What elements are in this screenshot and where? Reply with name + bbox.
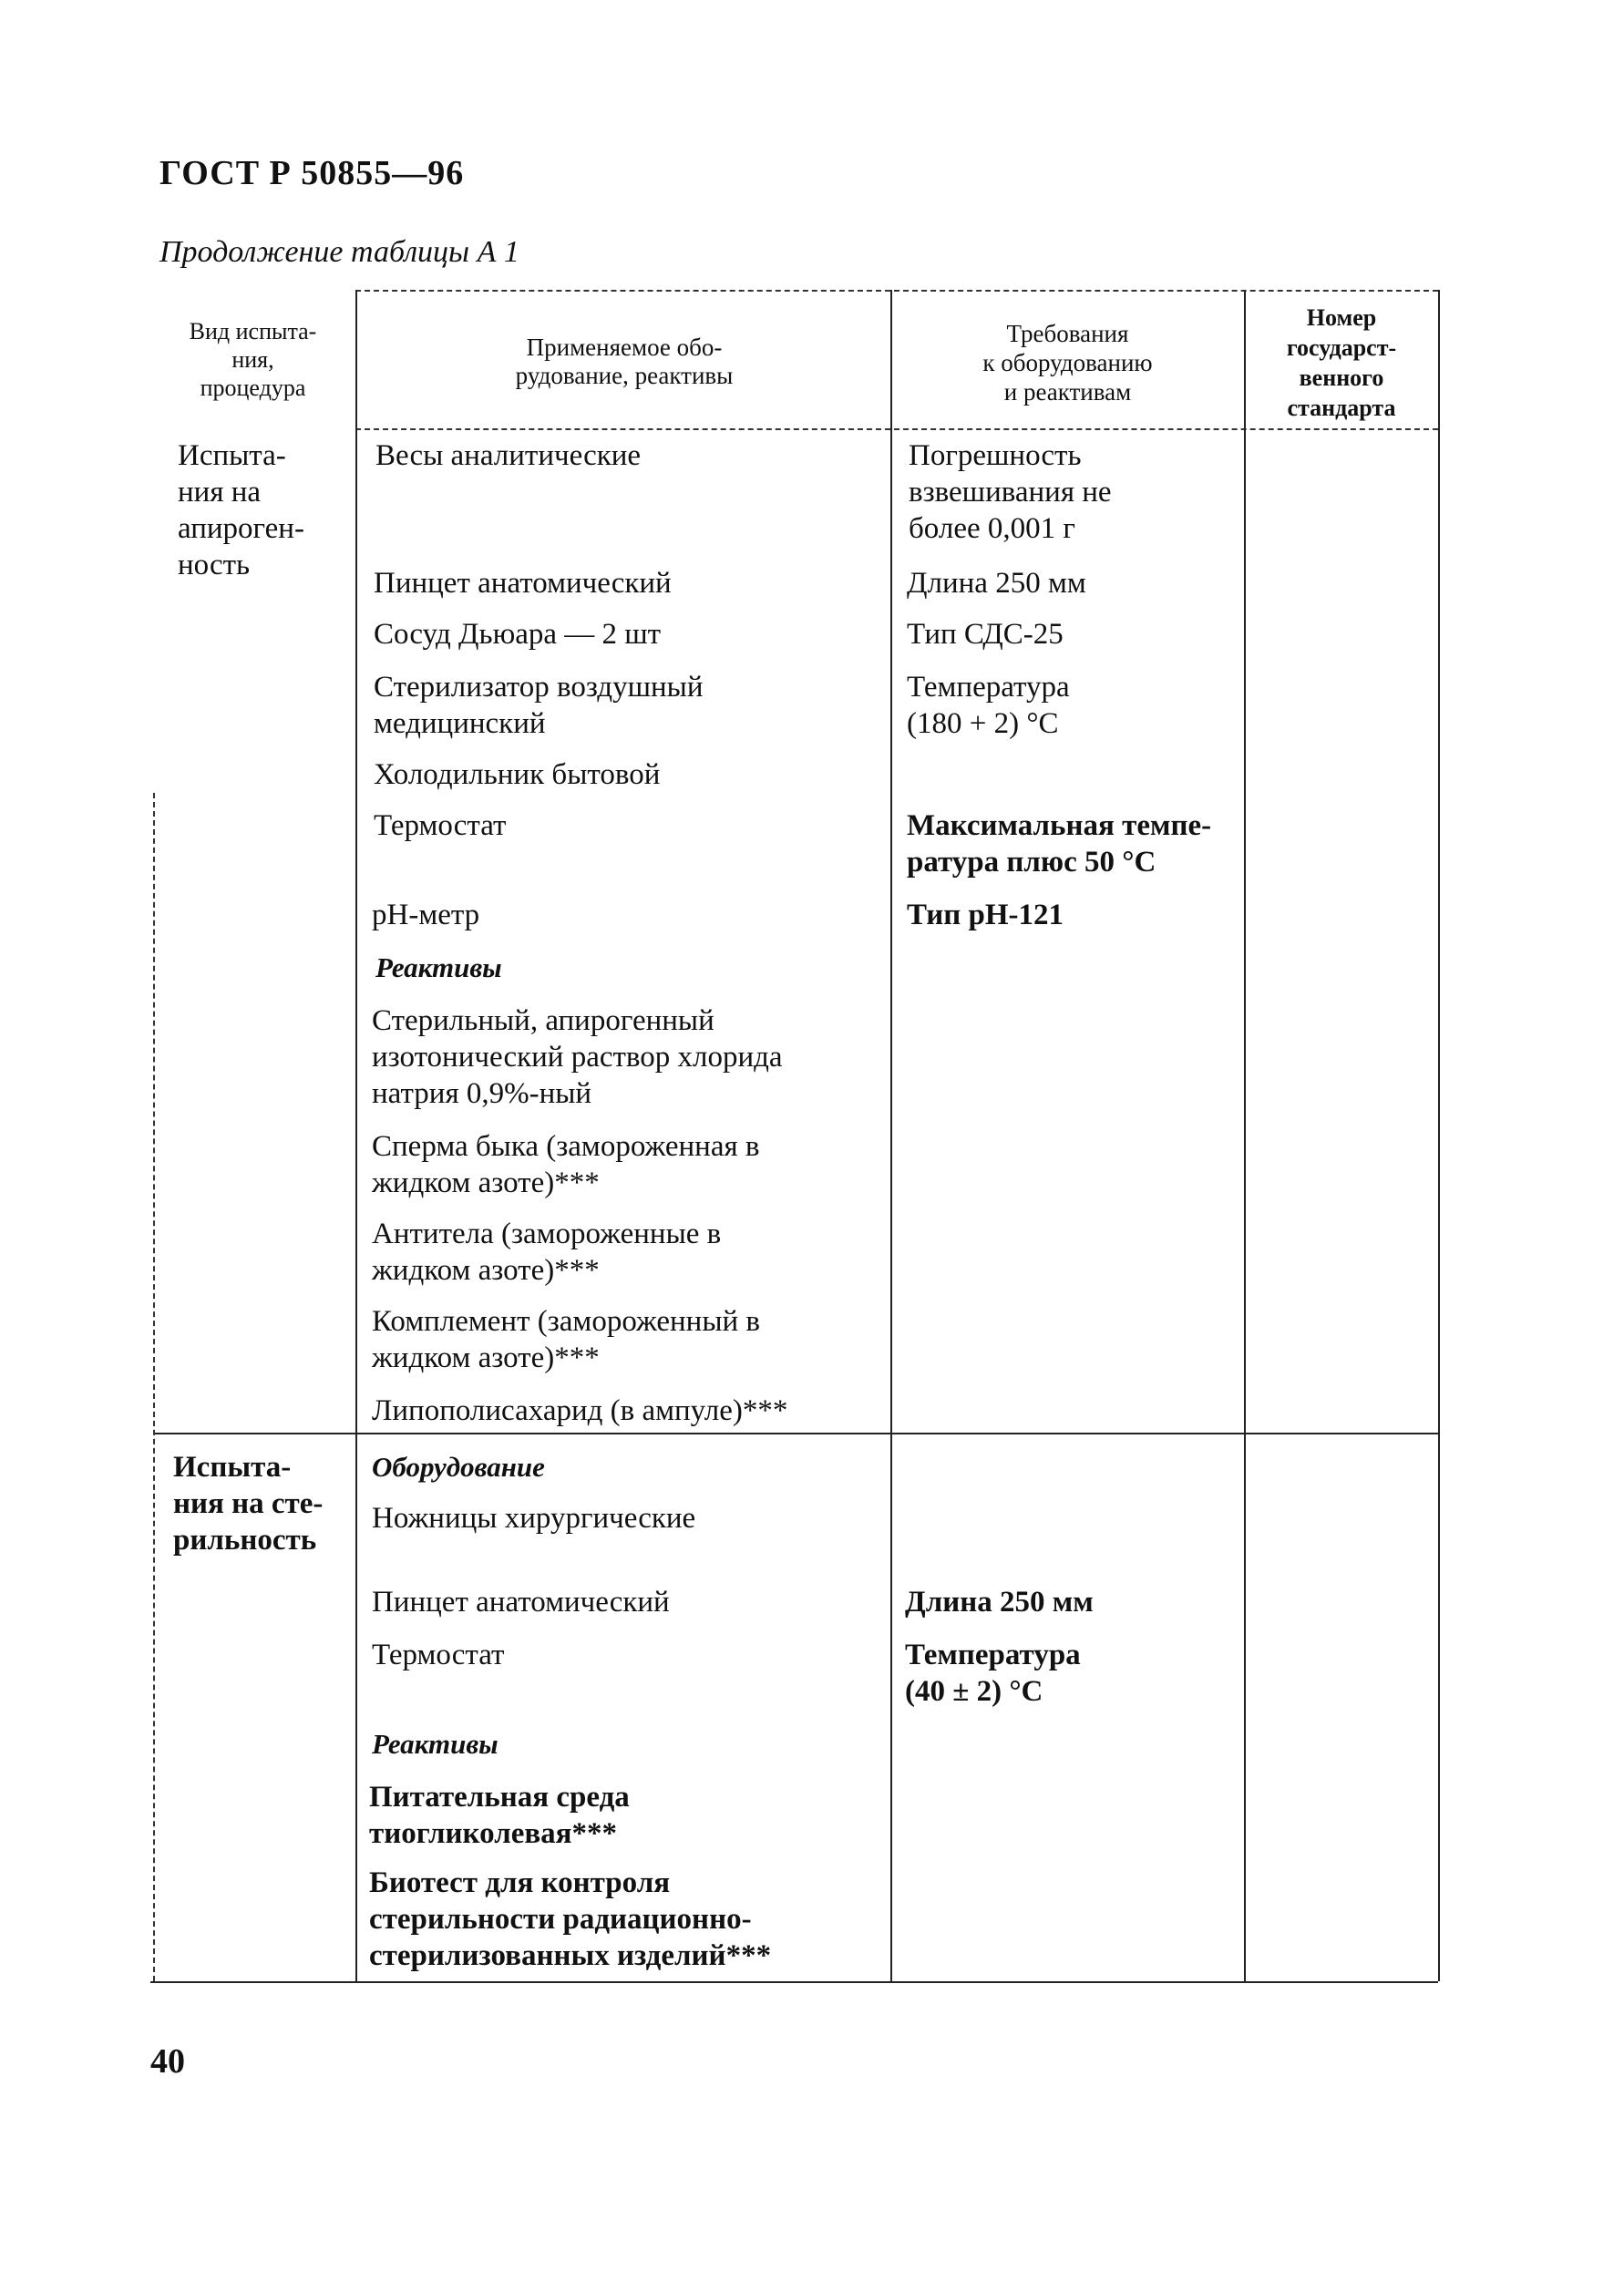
column-header-standard: Номер государст- венного стандарта	[1286, 304, 1397, 421]
table-right-border	[1438, 290, 1440, 1981]
requirement-item: Длина 250 мм	[907, 567, 1086, 600]
equipment-item: Ножницы хирургические	[372, 1502, 696, 1535]
equipment-item: Пинцет анатомический	[372, 1586, 670, 1619]
reagent-item: Комплемент (замороженный в жидком азоте)***	[372, 1305, 760, 1374]
page-number: 40	[150, 2042, 185, 2081]
requirement-item: Температура (180 + 2) °С	[907, 671, 1070, 740]
equipment-label: Оборудование	[372, 1451, 545, 1483]
equipment-item: Термостат	[374, 809, 507, 842]
requirement-item: Тип СДС-25	[907, 618, 1064, 651]
reagent-item: Антитела (замороженные в жидком азоте)***	[372, 1218, 722, 1287]
table-top-border	[355, 290, 1438, 292]
equipment-item: Стерилизатор воздушный медицинский	[374, 671, 704, 740]
reagents-label: Реактивы	[375, 951, 502, 983]
column-header-requirements: Требования к оборудованию и реактивам	[982, 320, 1153, 406]
reagents-label: Реактивы	[372, 1728, 499, 1760]
requirement-item: Максимальная темпе- ратура плюс 50 °С	[907, 809, 1212, 879]
requirement-item: Погрешность взвешивания не более 0,001 г	[909, 439, 1112, 545]
requirement-item: Температура (40 ± 2) °С	[905, 1639, 1081, 1708]
col-divider-1	[355, 290, 357, 1981]
equipment-item: Термостат	[372, 1639, 505, 1671]
requirement-item: Тип рН-121	[907, 899, 1064, 931]
column-header-test: Вид испыта- ния, процедура	[189, 318, 317, 401]
col-divider-3	[1244, 290, 1246, 1981]
equipment-item: Весы аналитические	[375, 439, 642, 472]
table-left-border	[153, 793, 155, 1981]
table-caption: Продолжение таблицы А 1	[159, 235, 519, 269]
equipment-item: Сосуд Дьюара — 2 шт	[374, 618, 662, 651]
col-divider-2	[890, 290, 892, 1981]
reagent-item: Сперма быка (замороженная в жидком азоте)***	[372, 1130, 760, 1199]
reagent-item: Питательная среда тиогликолевая***	[369, 1781, 630, 1850]
column-header-equipment: Применяемое обо- рудование, реактивы	[515, 334, 734, 389]
requirement-item: Длина 250 мм	[905, 1586, 1094, 1619]
header-bottom-border	[355, 428, 1438, 430]
equipment-item: рН-метр	[372, 899, 480, 931]
reagent-item: Липополисахарид (в ампуле)***	[372, 1394, 788, 1427]
equipment-item: Холодильник бытовой	[374, 758, 661, 791]
reagent-item: Биотест для контроля стерильности радиационно- стерилизованных изделий***	[369, 1866, 772, 1972]
document-header: ГОСТ Р 50855—96	[159, 154, 465, 192]
equipment-item: Пинцет анатомический	[374, 567, 672, 600]
reagent-item: Стерильный, апирогенный изотонический раствор хлорида натрия 0,9%-ный	[372, 1004, 783, 1110]
test-name-apyrogenicity: Испыта- ния на апироген- ность	[178, 439, 304, 581]
test-name-sterility: Испыта- ния на сте- рильность	[173, 1451, 324, 1557]
table-bottom-border	[150, 1981, 1438, 1983]
